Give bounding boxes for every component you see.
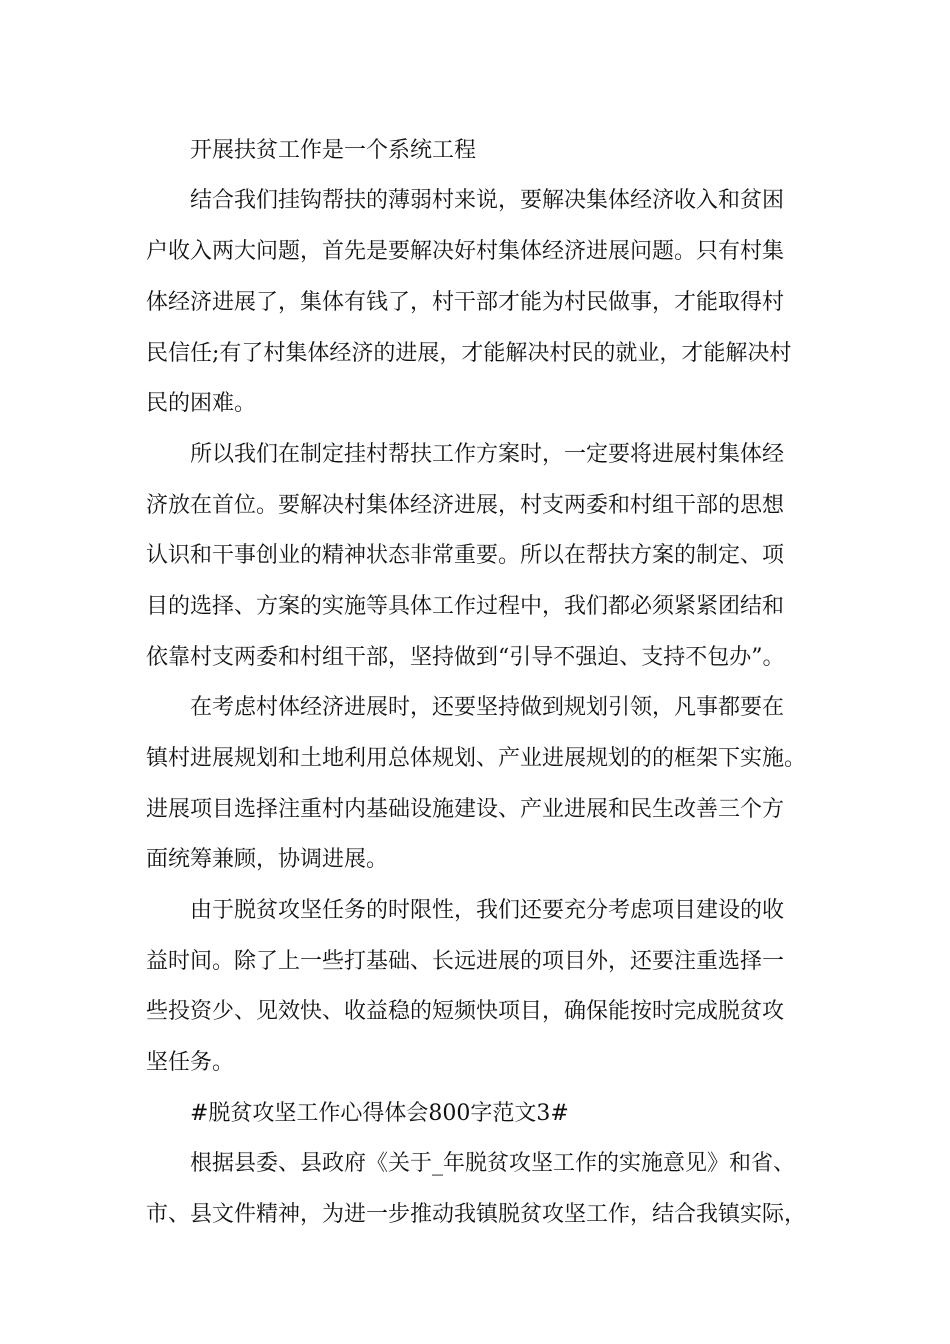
- paragraph-line: 民信任;有了村集体经济的进展，才能解决村民的就业，才能解决村: [146, 341, 792, 366]
- section-heading: #脱贫攻坚工作心得体会800字范文3#: [190, 1101, 569, 1126]
- paragraph-line: 户收入两大问题，首先是要解决好村集体经济进展问题。只有村集: [146, 239, 785, 264]
- paragraph-line: 依靠村支两委和村组干部，坚持做到“引导不强迫、支持不包办”。: [146, 645, 785, 670]
- paragraph-line: 镇村进展规划和土地利用总体规划、产业进展规划的的框架下实施。: [146, 746, 807, 771]
- paragraph-line: 坚任务。: [146, 1050, 235, 1075]
- paragraph-line: 些投资少、见效快、收益稳的短频快项目，确保能按时完成脱贫攻: [146, 999, 785, 1024]
- paragraph-line: 民的困难。: [146, 391, 257, 416]
- paragraph-line: 目的选择、方案的实施等具体工作过程中，我们都必须紧紧团结和: [146, 594, 785, 619]
- paragraph-line: 在考虑村体经济进展时，还要坚持做到规划引领，凡事都要在: [190, 695, 785, 720]
- section-heading: 开展扶贫工作是一个系统工程: [190, 138, 477, 163]
- paragraph-line: 益时间。除了上一些打基础、长远进展的项目外，还要注重选择一: [146, 949, 785, 974]
- paragraph-line: 济放在首位。要解决村集体经济进展，村支两委和村组干部的思想: [146, 493, 785, 518]
- paragraph-line: 体经济进展了，集体有钱了，村干部才能为村民做事，才能取得村: [146, 290, 785, 315]
- paragraph-line: 认识和干事创业的精神状态非常重要。所以在帮扶方案的制定、项: [146, 543, 785, 568]
- paragraph-line: 进展项目选择注重村内基础设施建设、产业进展和民生改善三个方: [146, 797, 785, 822]
- paragraph-line: 根据县委、县政府《关于_年脱贫攻坚工作的实施意见》和省、: [190, 1151, 796, 1176]
- paragraph-line: 面统筹兼顾，协调进展。: [146, 847, 389, 872]
- paragraph-line: 由于脱贫攻坚任务的时限性，我们还要充分考虑项目建设的收: [190, 898, 785, 923]
- paragraph-line: 结合我们挂钩帮扶的薄弱村来说，要解决集体经济收入和贫困: [190, 188, 785, 213]
- paragraph-line: 所以我们在制定挂村帮扶工作方案时，一定要将进展村集体经: [190, 442, 785, 467]
- paragraph-line: 市、县文件精神，为进一步推动我镇脱贫攻坚工作，结合我镇实际，: [146, 1202, 807, 1227]
